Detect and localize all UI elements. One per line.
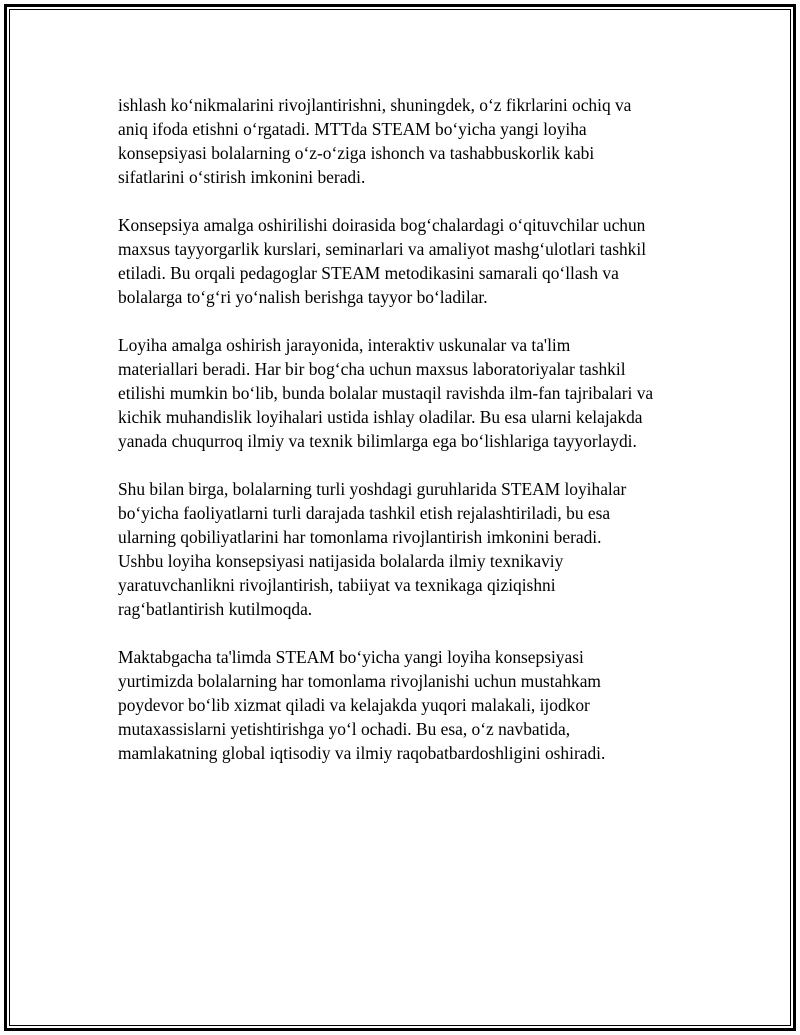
text-line: maxsus tayyorgarlik kurslari, seminarlari va amaliyot mashg‘ulotlari tashkil xyxy=(118,239,647,259)
paragraph-5 xyxy=(118,645,698,765)
text-line: mamlakatning global iqtisodiy va ilmiy raqobatbardoshligini oshiradi. xyxy=(118,743,606,763)
text-line: Ushbu loyiha konsepsiyasi natijasida bolalarda ilmiy texnikaviy xyxy=(118,551,564,571)
text-line: rag‘batlantirish kutilmoqda. xyxy=(118,599,313,619)
text-line: yaratuvchanlikni rivojlantirish, tabiiyat va texnikaga qiziqishni xyxy=(118,575,556,595)
text-line: aniq ifoda etishni o‘rgatadi. MTTda STEAM bo‘yicha yangi loyiha xyxy=(118,119,587,139)
text-line: bolalarga to‘g‘ri yo‘nalish berishga tayyor bo‘ladilar. xyxy=(118,287,488,307)
text-line: Konsepsiya amalga oshirilishi doirasida bog‘chalardagi o‘qituvchilar uchun xyxy=(118,215,646,235)
paragraph-3 xyxy=(118,333,698,453)
text-line: materiallari beradi. Har bir bog‘cha uchun maxsus laboratoriyalar tashkil xyxy=(118,359,626,379)
paragraph-2 xyxy=(118,213,698,309)
text-line: yanada chuqurroq ilmiy va texnik bilimlarga ega bo‘lishlariga tayyorlaydi. xyxy=(118,431,637,451)
text-line: kichik muhandislik loyihalari ustida ishlay oladilar. Bu esa ularni kelajakda xyxy=(118,407,643,427)
text-line: etiladi. Bu orqali pedagoglar STEAM metodikasini samarali qo‘llash va xyxy=(118,263,619,283)
paragraph-1 xyxy=(118,93,698,189)
text-line: mutaxassislarni yetishtirishga yo‘l ochadi. Bu esa, o‘z navbatida, xyxy=(118,719,571,739)
text-line: poydevor bo‘lib xizmat qiladi va kelajakda yuqori malakali, ijodkor xyxy=(118,695,590,715)
text-line: sifatlarini o‘stirish imkonini beradi. xyxy=(118,167,366,187)
text-line: konsepsiyasi bolalarning o‘z-o‘ziga ishonch va tashabbuskorlik kabi xyxy=(118,143,595,163)
text-line: Maktabgacha ta'limda STEAM bo‘yicha yangi loyiha konsepsiyasi xyxy=(118,647,584,667)
text-line: bo‘yicha faoliyatlarni turli darajada tashkil etish rejalashtiriladi, bu esa xyxy=(118,503,611,523)
paragraph-4 xyxy=(118,477,698,621)
document-body xyxy=(118,93,698,789)
text-line: Loyiha amalga oshirish jarayonida, interaktiv uskunalar va ta'lim xyxy=(118,335,571,355)
text-line: yurtimizda bolalarning har tomonlama rivojlanishi uchun mustahkam xyxy=(118,671,601,691)
text-line: etilishi mumkin bo‘lib, bunda bolalar mustaqil ravishda ilm-fan tajribalari va xyxy=(118,383,654,403)
text-line: ishlash ko‘nikmalarini rivojlantirishni, shuningdek, o‘z fikrlarini ochiq va xyxy=(118,95,632,115)
text-line: Shu bilan birga, bolalarning turli yoshdagi guruhlarida STEAM loyihalar xyxy=(118,479,627,499)
text-line: ularning qobiliyatlarini har tomonlama rivojlantirish imkonini beradi. xyxy=(118,527,602,547)
